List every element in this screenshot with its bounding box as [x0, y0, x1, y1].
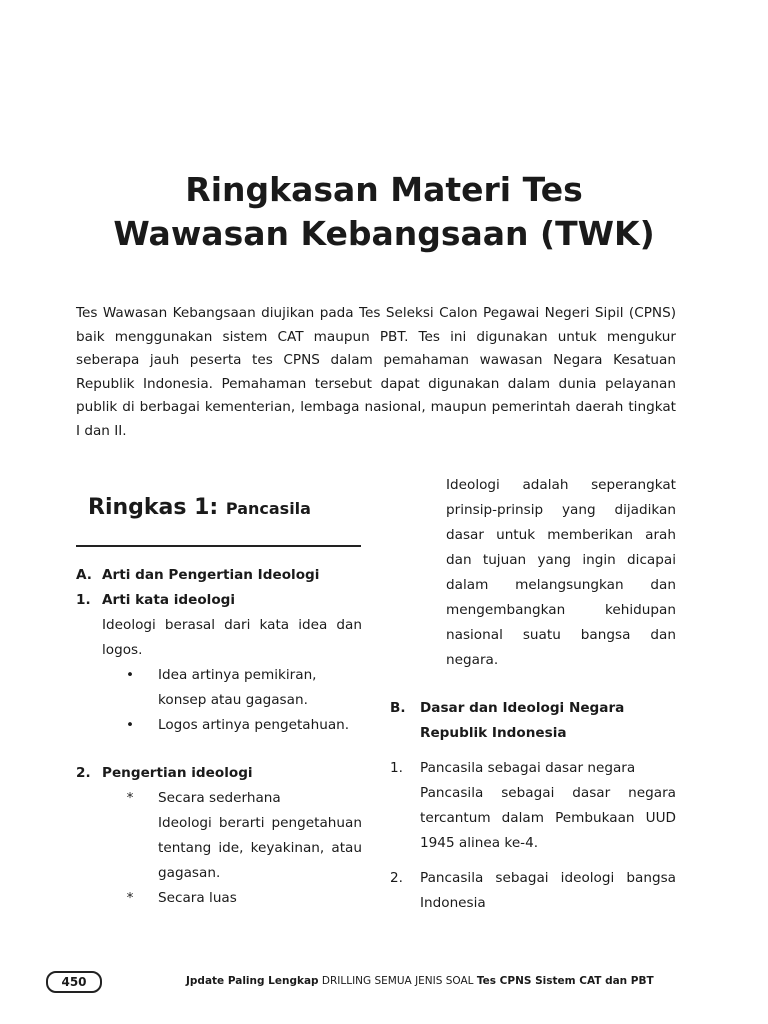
intro-text: Tes Wawasan Kebangsaan diujikan pada Tes Seleksi Calon Pegawai Negeri Sipil (CPNS) baik menggunakan sistem CAT maupun PBT. Tes ini digunakan untuk mengukur seberapa jauh peserta tes CPNS dalam pemahaman wawasan Negara Kesatuan Republik Indonesia. Pemahaman tersebut dapat digunakan dalam dunia pelayanan publik di berbagai kementerian, lembaga nasional, maupun pemerintah daerah tingkat I dan II. — [76, 305, 676, 439]
list-item — [102, 886, 362, 911]
item-2-title: Pengertian ideologi — [102, 765, 253, 781]
bullet-icon: • — [125, 667, 135, 683]
part-b-item-1-body — [420, 756, 676, 856]
part-b-item-1-number: 1. — [390, 760, 403, 776]
bullet-text: Logos artinya pengetahuan. — [158, 717, 350, 733]
list-item — [102, 786, 362, 811]
footer-part-1: Jpdate Paling Lengkap — [186, 975, 319, 987]
item-1-number: 1. — [76, 592, 91, 608]
part-a-title: Arti dan Pengertian Ideologi — [102, 567, 320, 583]
footer-text — [186, 975, 654, 987]
bullet-text: Secara luas — [158, 890, 237, 906]
section-divider — [76, 545, 361, 547]
part-b-heading — [390, 696, 676, 746]
bullet-icon: * — [126, 890, 134, 906]
item-1-heading — [76, 588, 362, 613]
item-1-text: Ideologi berasal dari kata idea dan logos. — [102, 617, 362, 658]
section-heading-main: Ringkas 1: — [88, 495, 219, 520]
footer-part-3: Tes CPNS Sistem CAT dan PBT — [476, 975, 654, 987]
list-item — [102, 663, 362, 713]
part-b-title-line-2: Republik Indonesia — [420, 725, 567, 741]
part-b-item-1 — [390, 756, 676, 856]
part-b-item-2-title: Pancasila sebagai ideologi bangsa Indonesia — [420, 870, 676, 911]
bullet-icon: * — [126, 790, 134, 806]
part-a-heading — [76, 563, 362, 588]
page-title — [0, 168, 768, 256]
item-2-heading — [76, 761, 362, 786]
part-b-item-1-title: Pancasila sebagai dasar negara — [420, 760, 636, 776]
item-1-body — [102, 613, 362, 738]
item-1-title: Arti kata ideologi — [102, 592, 236, 608]
bullet-icon: • — [125, 717, 135, 733]
part-b-title — [420, 696, 624, 746]
right-column — [390, 473, 676, 916]
item-2-body — [102, 786, 362, 911]
section-heading — [88, 495, 311, 520]
left-column — [76, 563, 362, 911]
list-item — [102, 713, 362, 738]
title-line-2: Wawasan Kebangsaan (TWK) — [113, 214, 655, 253]
footer-part-2: DRILLING SEMUA JENIS SOAL — [321, 975, 474, 987]
part-b-title-line-1: Dasar dan Ideologi Negara — [420, 700, 625, 716]
part-b-item-2-number: 2. — [390, 870, 403, 886]
bullet-text: Secara sederhana — [158, 790, 281, 806]
part-b-item-1-text: Pancasila sebagai dasar negara tercantum dalam Pembukaan UUD 1945 alinea ke-4. — [420, 785, 676, 851]
item-2-bullet-2-text: Ideologi adalah seperangkat prinsip-prinsip yang dijadikan dasar untuk memberikan arah dan tujuan yang ingin dicapai dalam melangsungkan dan mengembangkan kehidupan nasional suatu bangsa dan negara. — [446, 477, 676, 668]
item-2-number: 2. — [76, 765, 91, 781]
part-b-item-2 — [390, 866, 676, 916]
part-b-label: B. — [390, 700, 406, 716]
item-2-bullet-1-text: Ideologi berarti pengetahuan tentang ide, keyakinan, atau gagasan. — [158, 815, 362, 881]
page-number-badge — [46, 971, 102, 993]
section-heading-sub: Pancasila — [225, 499, 311, 518]
title-line-1: Ringkasan Materi Tes — [185, 170, 583, 209]
page-number: 450 — [61, 975, 87, 989]
intro-paragraph — [76, 302, 676, 443]
part-a-label: A. — [76, 567, 92, 583]
bullet-text: Idea artinya pemikiran, konsep atau gagasan. — [158, 667, 317, 708]
